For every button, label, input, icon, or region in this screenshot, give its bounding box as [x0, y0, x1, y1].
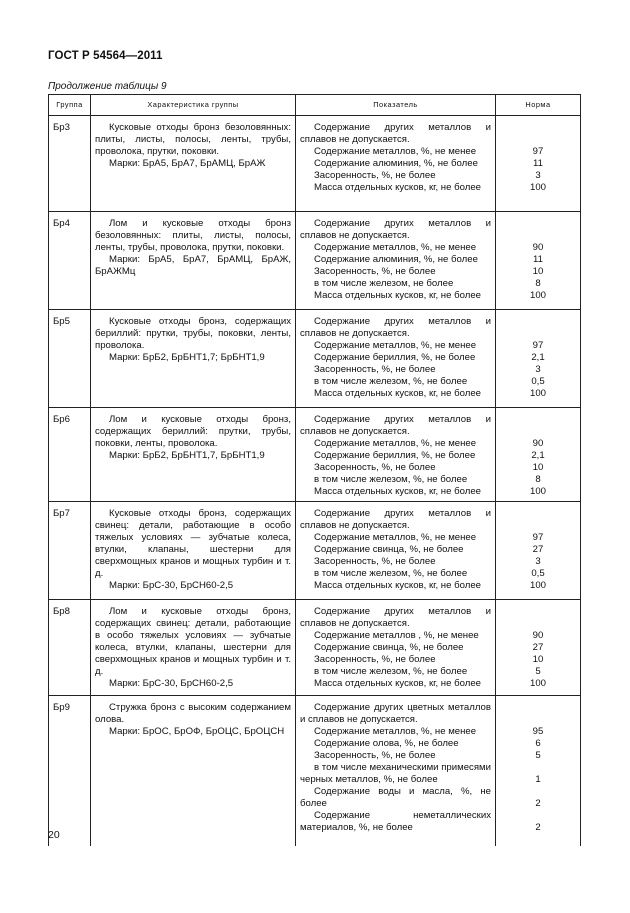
indicator-text: Содержание других металлов и сплавов не допускается. [300, 606, 491, 629]
characteristic-cell [91, 212, 296, 310]
group-description: Кусковые отходы бронз безоловянных: плиты, листы, полосы, ленты, трубы, проволока, прутки, поковки. [95, 122, 291, 157]
group-description: Лом и кусковые отходы бронз, содержащих свинец: детали, работающие в особо тяжелых условиях — зубчатые колеса, втулки, клапаны, шестерни для сверхмощных кранов и мощных турбин и т. д. [95, 606, 291, 677]
column-header-indicator: Показатель [296, 95, 496, 116]
indicator-text: Масса отдельных кусков, кг, не более [314, 486, 481, 497]
group-cell: Бр9 [49, 696, 91, 846]
indicator-text: Содержание свинца, %, не более [314, 544, 464, 555]
indicator-text: Масса отдельных кусков, кг, не более [314, 290, 481, 301]
norm-cell [496, 310, 581, 408]
norm-value: 10 [532, 462, 544, 473]
norm-value: 97 [532, 146, 544, 157]
group-cell: Бр4 [49, 212, 91, 310]
indicator-cell [296, 310, 496, 408]
norm-cell [496, 408, 581, 502]
group-marks: Марки: БрБ2, БрБНТ1,7, БрБНТ1,9 [109, 450, 265, 461]
indicator-text: Содержание других металлов и сплавов не допускается. [300, 508, 491, 531]
indicator-text: Содержание других металлов и сплавов не допускается. [300, 414, 491, 437]
norm-value: 100 [529, 388, 546, 399]
norm-spacer [500, 508, 576, 520]
norm-value: 11 [533, 158, 543, 169]
group-marks: Марки: БрА5, БрА7, БрАМЦ, БрАЖ, БрАЖМц [95, 254, 291, 277]
indicator-text: Содержание других металлов и сплавов не допускается. [300, 316, 491, 339]
indicator-text: Содержание металлов , %, не менее [314, 630, 479, 641]
norm-spacer [500, 122, 576, 134]
indicator-text: Содержание алюминия, %, не более [314, 254, 478, 265]
group-description: Лом и кусковые отходы бронз безоловянных: плиты, листы, полосы, ленты, трубы, проволока, прутки, поковки. [95, 218, 291, 253]
indicator-cell [296, 408, 496, 502]
materials-table [48, 94, 581, 846]
indicator-cell [296, 696, 496, 846]
indicator-text: Засоренность, %, не более [314, 266, 436, 277]
norm-value: 0,5 [531, 376, 545, 387]
group-cell: Бр3 [49, 116, 91, 212]
table-row [49, 212, 581, 310]
norm-value: 6 [535, 738, 541, 749]
norm-value: 2 [535, 798, 541, 809]
indicator-text: Содержание олова, %, не более [314, 738, 459, 749]
indicator-cell [296, 600, 496, 696]
norm-spacer [500, 316, 576, 328]
norm-spacer [500, 762, 576, 774]
group-marks: Марки: БрС-30, БрСН60-2,5 [109, 678, 234, 689]
table-row [49, 696, 581, 846]
norm-value: 2,1 [531, 450, 545, 461]
characteristic-cell [91, 600, 296, 696]
column-header-norm: Норма [496, 95, 581, 116]
norm-value: 0,5 [531, 568, 545, 579]
norm-cell [496, 696, 581, 846]
indicator-text: Содержание металлов, %, не менее [314, 438, 477, 449]
indicator-text: Содержание бериллия, %, не более [314, 352, 476, 363]
indicator-text: Масса отдельных кусков, кг, не более [314, 580, 481, 591]
group-cell: Бр8 [49, 600, 91, 696]
norm-value [500, 618, 576, 630]
norm-spacer [500, 810, 576, 822]
indicator-text: Содержание металлов, %, не менее [314, 146, 477, 157]
norm-value: 90 [532, 630, 544, 641]
norm-spacer [500, 218, 576, 230]
indicator-text: Содержание других металлов и сплавов не допускается. [300, 122, 491, 145]
indicator-text: Засоренность, %, не более [314, 462, 436, 473]
document-header: ГОСТ Р 54564—2011 [48, 50, 163, 62]
table-row [49, 502, 581, 600]
norm-spacer [500, 606, 576, 618]
norm-value: 90 [532, 242, 544, 253]
page-number: 20 [48, 829, 60, 841]
group-description: Лом и кусковые отходы бронз, содержащих бериллий: прутки, трубы, поковки, ленты, проволока. [95, 414, 291, 449]
norm-value [500, 520, 576, 532]
norm-cell [496, 212, 581, 310]
indicator-text: Содержание свинца, %, не более [314, 642, 464, 653]
norm-value: 95 [532, 726, 544, 737]
norm-value: 5 [535, 666, 541, 677]
norm-value: 2 [535, 822, 541, 833]
norm-value: 97 [532, 532, 544, 543]
norm-value: 27 [532, 642, 544, 653]
indicator-text: в том числе железом, %, не более [314, 376, 468, 387]
indicator-text: Содержание металлов, %, не менее [314, 726, 477, 737]
indicator-text: в том числе железом, не более [314, 278, 454, 289]
indicator-text: Содержание металлов, %, не менее [314, 242, 477, 253]
indicator-text: Масса отдельных кусков, кг, не более [314, 678, 481, 689]
norm-cell [496, 502, 581, 600]
indicator-text: Засоренность, %, не более [314, 364, 436, 375]
norm-value [500, 328, 576, 340]
group-cell: Бр5 [49, 310, 91, 408]
table-body [49, 116, 581, 846]
group-description: Кусковые отходы бронз, содержащих бериллий: прутки, трубы, поковки, ленты, проволока. [95, 316, 291, 351]
group-marks: Марки: БрС-30, БрСН60-2,5 [109, 580, 234, 591]
group-cell: Бр7 [49, 502, 91, 600]
characteristic-cell [91, 696, 296, 846]
characteristic-cell [91, 310, 296, 408]
column-header-characteristic: Характеристика группы [91, 95, 296, 116]
group-marks: Марки: БрБ2, БрБНТ1,7; БрБНТ1,9 [109, 352, 265, 363]
indicator-text: Содержание металлов, %, не менее [314, 340, 477, 351]
norm-cell [496, 600, 581, 696]
norm-value: 11 [533, 254, 543, 265]
column-header-group: Группа [49, 95, 91, 116]
indicator-text: в том числе механическими примесями черных металлов, %, не более [300, 762, 491, 785]
table-row [49, 116, 581, 212]
norm-value [500, 134, 576, 146]
characteristic-cell [91, 502, 296, 600]
norm-spacer [500, 702, 576, 714]
indicator-text: Содержание бериллия, %, не более [314, 450, 476, 461]
group-description: Стружка бронз с высоким содержанием олова. [95, 702, 291, 725]
characteristic-cell [91, 408, 296, 502]
indicator-text: в том числе железом, %, не более [314, 666, 468, 677]
indicator-text: Засоренность, %, не более [314, 750, 436, 761]
norm-value: 100 [529, 580, 546, 591]
group-marks: Марки: БрОС, БрОФ, БрОЦС, БрОЦСН [109, 726, 285, 737]
norm-value: 1 [535, 774, 541, 785]
norm-value: 10 [532, 266, 544, 277]
norm-value: 3 [535, 170, 541, 181]
indicator-text: Содержание воды и масла, %, не более [300, 786, 491, 809]
norm-value: 100 [529, 182, 546, 193]
norm-cell [496, 116, 581, 212]
norm-value: 90 [532, 438, 544, 449]
norm-value: 3 [535, 556, 541, 567]
indicator-text: Содержание алюминия, %, не более [314, 158, 478, 169]
indicator-text: Засоренность, %, не более [314, 170, 436, 181]
indicator-cell [296, 212, 496, 310]
norm-value: 100 [529, 486, 546, 497]
indicator-text: Содержание металлов, %, не менее [314, 532, 477, 543]
norm-value: 8 [535, 474, 541, 485]
norm-spacer [500, 414, 576, 426]
indicator-text: в том числе железом, %, не более [314, 568, 468, 579]
norm-value: 2,1 [531, 352, 545, 363]
indicator-text: Масса отдельных кусков, кг, не более [314, 388, 481, 399]
norm-value: 100 [529, 290, 546, 301]
indicator-text: Содержание неметаллических материалов, %, не более [300, 810, 491, 833]
indicator-text: в том числе железом, %, не более [314, 474, 468, 485]
norm-value: 97 [532, 340, 544, 351]
table-caption: Продолжение таблицы 9 [48, 81, 167, 92]
indicator-cell [296, 116, 496, 212]
table-row [49, 600, 581, 696]
indicator-text: Засоренность, %, не более [314, 654, 436, 665]
characteristic-cell [91, 116, 296, 212]
group-marks: Марки: БрА5, БрА7, БрАМЦ, БрАЖ [109, 158, 266, 169]
indicator-text: Содержание других металлов и сплавов не допускается. [300, 218, 491, 241]
table-row [49, 310, 581, 408]
norm-value: 10 [532, 654, 544, 665]
norm-value: 8 [535, 278, 541, 289]
indicator-text: Содержание других цветных металлов и сплавов не допускается. [300, 702, 491, 725]
indicator-text: Засоренность, %, не более [314, 556, 436, 567]
indicator-cell [296, 502, 496, 600]
group-description: Кусковые отходы бронз, содержащих свинец: детали, работающие в особо тяжелых условиях — зубчатые колеса, втулки, клапаны, шестерни для сверхмощных кранов и мощных турбин и т. д. [95, 508, 291, 579]
table-row [49, 408, 581, 502]
norm-value: 5 [535, 750, 541, 761]
indicator-text: Масса отдельных кусков, кг, не более [314, 182, 481, 193]
norm-value [500, 426, 576, 438]
norm-value: 27 [532, 544, 544, 555]
table-header-row [49, 95, 581, 116]
norm-value: 100 [529, 678, 546, 689]
norm-value [500, 714, 576, 726]
norm-value: 3 [535, 364, 541, 375]
norm-spacer [500, 786, 576, 798]
norm-value [500, 230, 576, 242]
group-cell: Бр6 [49, 408, 91, 502]
